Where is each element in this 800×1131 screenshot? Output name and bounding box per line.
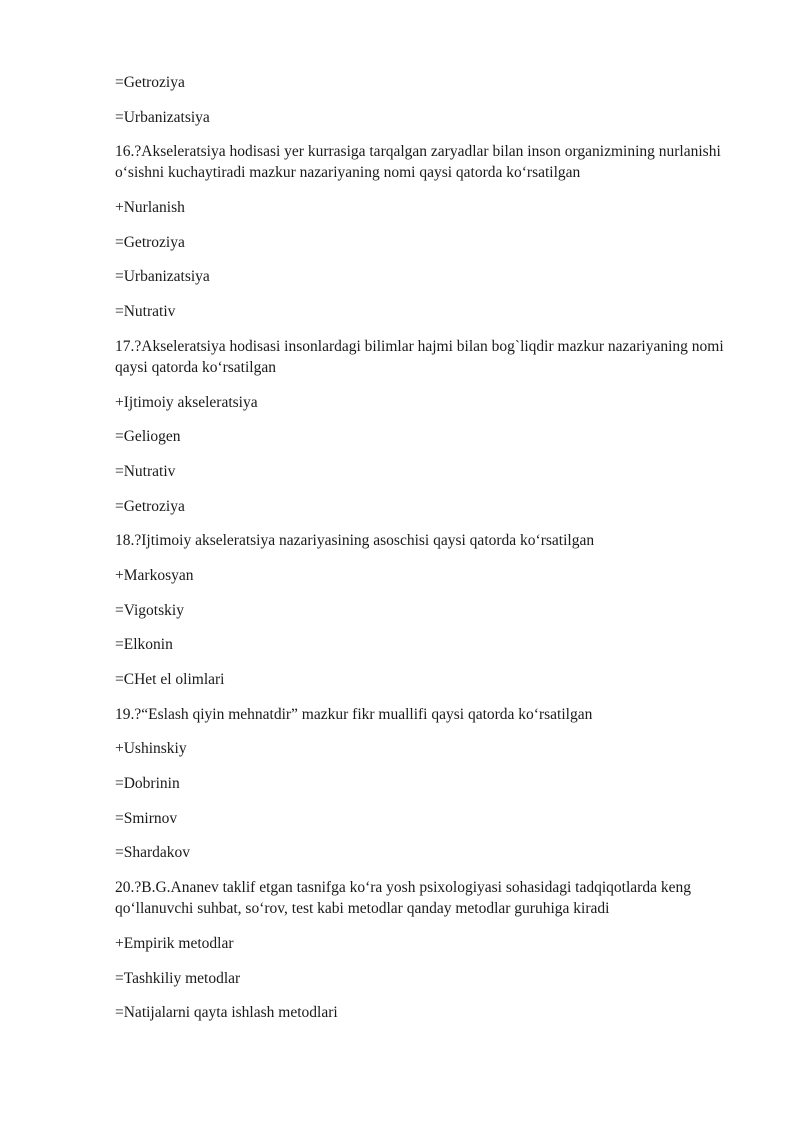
answer-option: =Smirnov xyxy=(115,809,178,827)
answer-option: =Geliogen xyxy=(115,428,181,446)
answer-option: =Getroziya xyxy=(115,497,185,515)
answer-option: =CHet el olimlari xyxy=(115,671,225,688)
correct-answer-option: +Ijtimoiy akseleratsiya xyxy=(115,393,258,411)
answer-option: =Elkonin xyxy=(115,636,173,654)
answer-option: =Nutrativ xyxy=(115,303,176,321)
answer-option: =Urbanizatsiya xyxy=(115,268,210,286)
correct-answer-option: +Ushinskiy xyxy=(115,740,187,758)
answer-option: =Shardakov xyxy=(115,844,191,862)
answer-option: =Vigotskiy xyxy=(115,601,184,619)
document-page xyxy=(115,72,725,1037)
correct-answer-option: +Empirik metodlar xyxy=(115,934,234,952)
answer-option: =Tashkiliy metodlar xyxy=(115,969,241,987)
answer-option: =Getroziya xyxy=(115,74,185,91)
answer-option: =Getroziya xyxy=(115,233,185,251)
answer-option: =Nutrativ xyxy=(115,462,176,480)
answer-option: =Urbanizatsiya xyxy=(115,108,210,126)
answer-option: =Natijalarni qayta ishlash metodlari xyxy=(115,1004,338,1022)
answer-option: =Dobrinin xyxy=(115,775,180,793)
question-text: 18.?Ijtimoiy akseleratsiya nazariyasining asoschisi qaysi qatorda ko‘rsatilgan xyxy=(115,532,595,550)
question-text: 16.?Akseleratsiya hodisasi yer kurrasiga tarqalgan zaryadlar bilan inson organizmining nurlanishi o‘sishni kuchaytiradi mazkur nazariyaning nomi qaysi qatorda ko‘rsatilgan xyxy=(115,143,721,182)
correct-answer-option: +Markosyan xyxy=(115,566,194,584)
question-text: 20.?B.G.Ananev taklif etgan tasnifga ko‘ra yosh psixologiyasi sohasidagi tadqiqotlarda keng qo‘llanuvchi suhbat, so‘rov, test kabi metodlar qanday metodlar guruhiga kiradi xyxy=(115,879,691,918)
correct-answer-option: +Nurlanish xyxy=(115,199,185,217)
question-text: 19.?“Eslash qiyin mehnatdir” mazkur fikr muallifi qaysi qatorda ko‘rsatilgan xyxy=(115,705,593,723)
question-text: 17.?Akseleratsiya hodisasi insonlardagi bilimlar hajmi bilan bog`liqdir mazkur nazariyaning nomi qaysi qatorda ko‘rsatilgan xyxy=(115,337,724,376)
